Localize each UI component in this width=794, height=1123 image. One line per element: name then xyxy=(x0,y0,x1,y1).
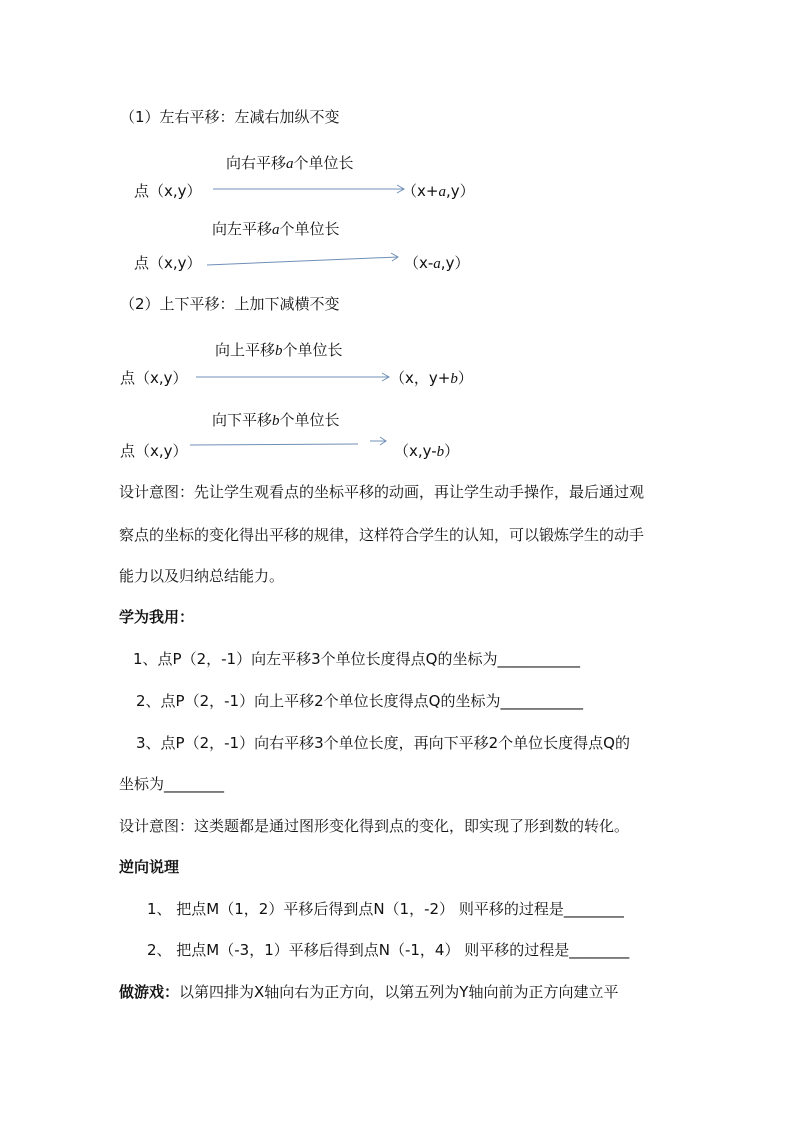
right-shift-from: 点（x,y） xyxy=(134,182,202,200)
game-text: 以第四排为X轴向右为正方向，以第五列为Y轴向前为正方向建立平 xyxy=(179,983,619,1001)
reverse-question-1-text: 1、 把点M（1，2）平移后得到点N（1，-2） 则平移的过程是 xyxy=(147,900,564,918)
left-shift-to-post: ,y） xyxy=(440,254,470,272)
design-intent-1-line2: 察点的坐标的变化得出平移的规律，这样符合学生的认知，可以锻炼学生的动手 xyxy=(119,526,645,544)
reverse-question-2 xyxy=(147,943,629,958)
left-shift-from: 点（x,y） xyxy=(134,254,202,272)
design-intent-2: 设计意图：这类题都是通过图形变化得到点的变化，即实现了形到数的转化。 xyxy=(119,817,630,835)
apply-question-3-line1: 3、点P（2，-1）向右平移3个单位长度，再向下平移2个单位长度得点Q的 xyxy=(136,734,630,752)
apply-question-3-line2 xyxy=(119,777,224,792)
left-shift-label-pre: 向左平移 xyxy=(212,220,273,238)
design-intent-1-line3: 能力以及归纳总结能力。 xyxy=(119,567,285,585)
game-paragraph xyxy=(119,985,618,1000)
up-shift-to-post: ） xyxy=(457,369,473,387)
left-shift-arrow-line xyxy=(207,257,398,265)
down-shift-from: 点（x,y） xyxy=(120,442,188,460)
apply-question-2-text: 2、点P（2，-1）向上平移2个单位长度得点Q的坐标为 xyxy=(136,692,501,710)
right-shift-label-post: 个单位长 xyxy=(293,154,354,172)
section1-heading: （1）左右平移：左减右加纵不变 xyxy=(120,108,340,126)
design-intent-1-line1: 设计意图：先让学生观看点的坐标平移的动画，再让学生动手操作，最后通过观 xyxy=(119,483,645,501)
reverse-question-2-text: 2、 把点M（-3，1）平移后得到点N（-1，4） 则平移的过程是 xyxy=(147,941,570,959)
reverse-answer-blank-2[interactable]: ________ xyxy=(569,941,630,959)
apply-question-3-text: 坐标为 xyxy=(119,775,165,793)
reverse-heading: 逆向说理 xyxy=(119,858,180,876)
apply-question-2 xyxy=(136,694,583,709)
down-shift-to-var: b xyxy=(436,444,445,460)
down-shift-arrow-line xyxy=(190,444,358,445)
up-shift-from: 点（x,y） xyxy=(120,369,188,387)
apply-question-1-text: 1、点P（2，-1）向左平移3个单位长度得点Q的坐标为 xyxy=(133,650,498,668)
right-shift-to-var: a xyxy=(438,184,446,200)
left-shift-to-pre: （x- xyxy=(404,254,434,272)
right-shift-var: a xyxy=(286,156,294,172)
up-shift-to-pre: （x，y+ xyxy=(390,369,451,387)
apply-heading: 学为我用： xyxy=(119,608,195,626)
game-heading: 做游戏： xyxy=(119,983,180,1001)
down-shift-label-post: 个单位长 xyxy=(279,411,340,429)
up-shift-var: b xyxy=(275,343,283,359)
down-shift-to-post: ） xyxy=(444,442,460,460)
reverse-question-1 xyxy=(147,902,624,917)
right-shift-to-pre: （x+ xyxy=(402,182,439,200)
up-shift-label-post: 个单位长 xyxy=(282,341,343,359)
left-shift-var: a xyxy=(272,222,280,238)
apply-answer-blank-1[interactable]: ___________ xyxy=(497,650,580,668)
apply-question-1 xyxy=(133,652,580,667)
up-shift-label-pre: 向上平移 xyxy=(215,341,276,359)
right-shift-to-post: ,y） xyxy=(445,182,475,200)
left-shift-to-var: a xyxy=(433,256,441,272)
left-shift-label-post: 个单位长 xyxy=(279,220,340,238)
apply-answer-blank-2[interactable]: ___________ xyxy=(500,692,583,710)
down-shift-label-pre: 向下平移 xyxy=(212,411,273,429)
right-shift-label-pre: 向右平移 xyxy=(226,154,287,172)
down-shift-to-pre: （x,y- xyxy=(394,442,437,460)
down-shift-var: b xyxy=(272,413,280,429)
reverse-answer-blank-1[interactable]: ________ xyxy=(563,900,624,918)
apply-answer-blank-3[interactable]: ________ xyxy=(164,775,225,793)
up-shift-to-var: b xyxy=(450,371,458,387)
section2-heading: （2）上下平移：上加下减横不变 xyxy=(120,295,340,313)
